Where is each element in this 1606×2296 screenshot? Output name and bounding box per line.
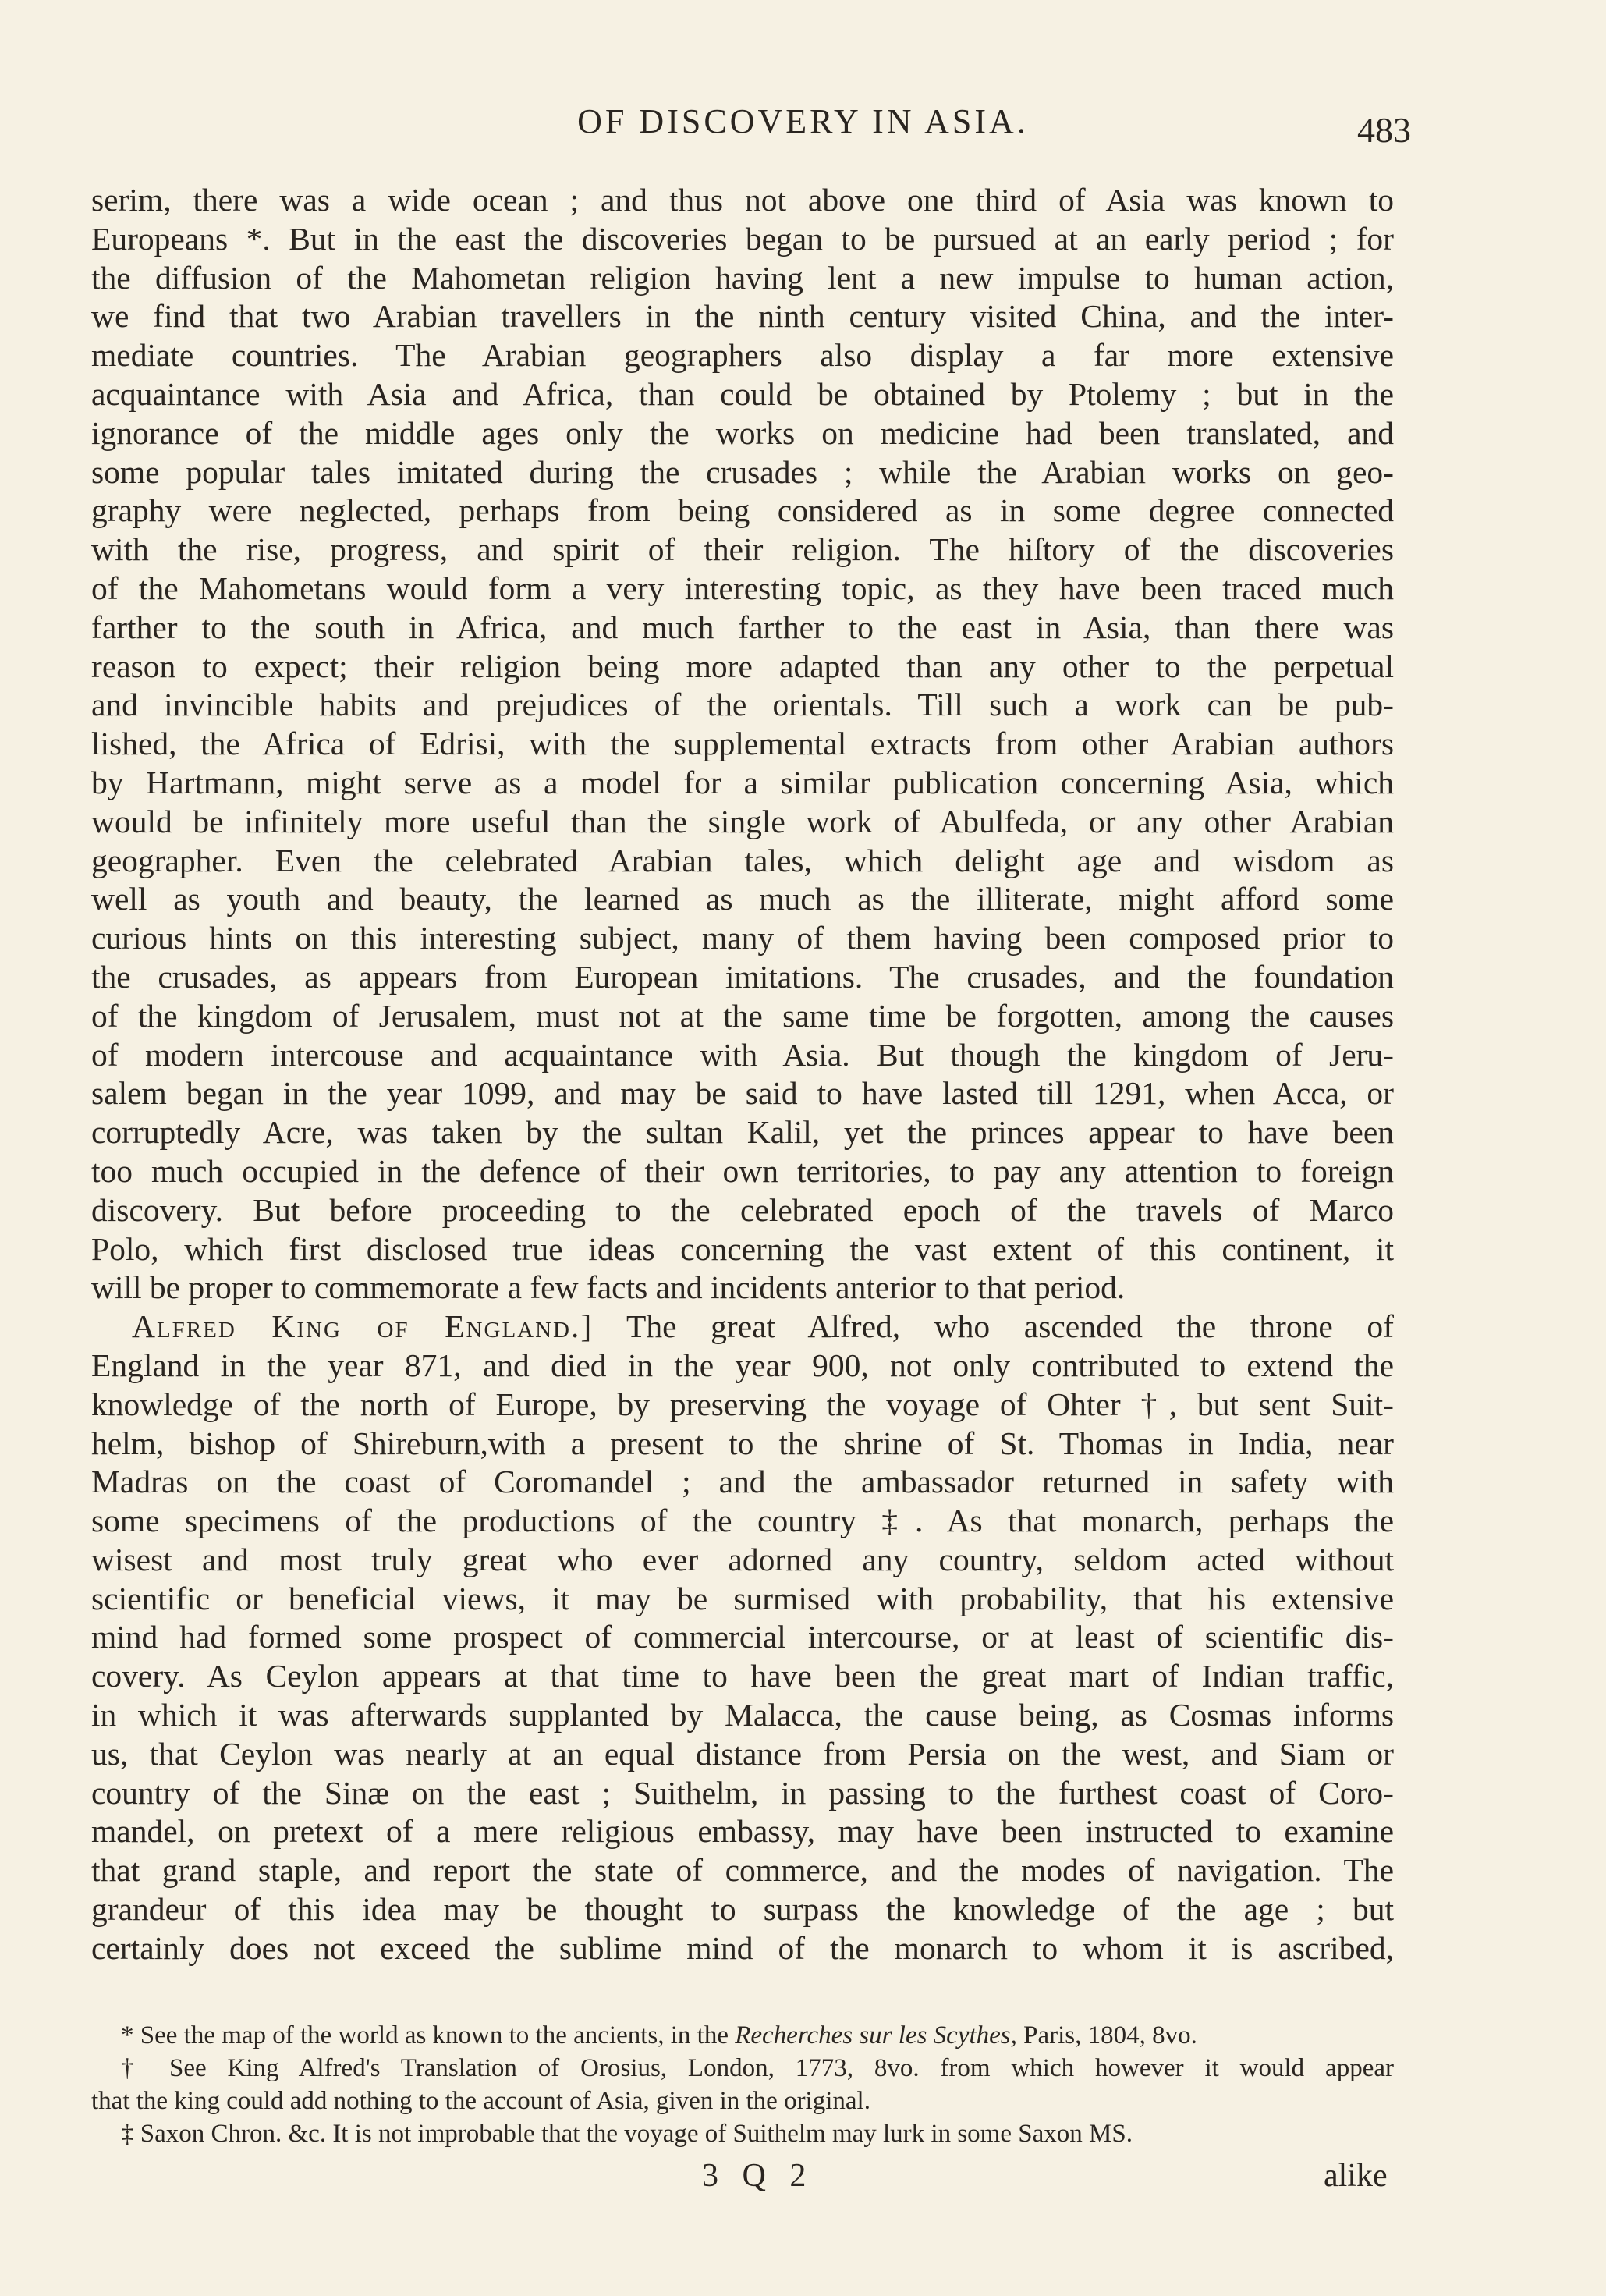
footnote-1-text: * See the map of the world as known to the ancients, in the [121, 2021, 729, 2049]
text-line: lished, the Africa of Edrisi, with the supplemental extracts from other Arabian authors [91, 726, 1394, 762]
text-line: we find that two Arabian travellers in the ninth century visited China, and the inter- [91, 298, 1394, 335]
text-line: too much occupied in the defence of their own territories, to pay any attention to foreign [91, 1152, 1394, 1189]
footnote-2-line-2: that the king could add nothing to the account of Asia, given in the original. [91, 2087, 870, 2115]
text-line: some popular tales imitated during the crusades ; while the Arabian works on geo- [91, 453, 1394, 490]
signature-mark: 3 Q 2 [702, 2158, 814, 2194]
text-line: in which it was afterwards supplanted by Malacca, the cause being, as Cosmas informs [91, 1697, 1394, 1734]
text-line: mandel, on pretext of a mere religious embassy, may have been instructed to examine [91, 1813, 1394, 1850]
text-line: farther to the south in Africa, and much farther to the east in Asia, than there was [91, 609, 1394, 645]
text-line: Europeans *. But in the east the discoveries began to be pursued at an early period ; for [91, 220, 1394, 257]
page-number: 483 [1357, 110, 1411, 150]
footnote-1 [91, 2019, 1394, 2052]
text-line: well as youth and beauty, the learned as much as the illiterate, might afford some [91, 881, 1394, 917]
text-line: scientific or beneficial views, it may be surmised with probability, that his extensive [91, 1580, 1394, 1616]
text-line: salem began in the year 1099, and may be said to have lasted till 1291, when Acca, or [91, 1075, 1394, 1112]
text-line: mediate countries. The Arabian geographers also display a far more extensive [91, 337, 1394, 374]
text-line: the diffusion of the Mahometan religion having lent a new impulse to human action, [91, 259, 1394, 296]
text-line: mind had formed some prospect of commercial intercourse, or at least of scientific dis- [91, 1619, 1394, 1655]
catchword: alike [1324, 2158, 1388, 2194]
text-line: wisest and most truly great who ever adorned any country, seldom acted without [91, 1541, 1394, 1577]
text-line: serim, there was a wide ocean ; and thus not above one third of Asia was known to [91, 182, 1394, 218]
text-line: with the rise, progress, and spirit of their religion. The hiſtory of the discoveries [91, 531, 1394, 568]
text-line: Madras on the coast of Coromandel ; and the ambassador returned in safety with [91, 1464, 1394, 1500]
text-line: of the kingdom of Jerusalem, must not at the same time be forgotten, among the causes [91, 997, 1394, 1034]
text-line: acquaintance with Asia and Africa, than could be obtained by Ptolemy ; but in the [91, 375, 1394, 412]
text-line: discovery. But before proceeding to the celebrated epoch of the travels of Marco [91, 1191, 1394, 1228]
text-line: and invincible habits and prejudices of the orientals. Till such a work can be pub- [91, 687, 1394, 723]
text-line: helm, bishop of Shireburn,with a present to the shrine of St. Thomas in India, near [91, 1425, 1394, 1461]
text-line: certainly does not exceed the sublime mind of the monarch to whom it is ascribed, [91, 1929, 1394, 1966]
text-line: grandeur of this idea may be thought to surpass the knowledge of the age ; but [91, 1891, 1394, 1928]
text-line: graphy were neglected, perhaps from being considered as in some degree connected [91, 492, 1394, 529]
text-line: corruptedly Acre, was taken by the sultan Kalil, yet the princes appear to have been [91, 1114, 1394, 1151]
text-line: of the Mahometans would form a very interesting topic, as they have been traced much [91, 570, 1394, 606]
running-title: OF DISCOVERY IN ASIA. [577, 102, 1029, 140]
text-line: that grand staple, and report the state of commerce, and the modes of navigation. The [91, 1852, 1394, 1889]
text-line: Polo, which first disclosed true ideas concerning the vast extent of this continent, it [91, 1230, 1394, 1267]
text-line: curious hints on this interesting subject, many of them having been composed prior to [91, 920, 1394, 956]
footnote-2-line-1: † See King Alfred's Translation of Orosius, London, 1773, 8vo. from which however it would appear [121, 2054, 1394, 2082]
body-text [91, 181, 1394, 1968]
footnote-1-title: Recherches sur les Scythes, [735, 2021, 1017, 2049]
section-opening-line [91, 1308, 1394, 1347]
section-first-line-text: The great Alfred, who ascended the throne of [626, 1308, 1394, 1345]
text-line: reason to expect; their religion being more adapted than any other to the perpetual [91, 648, 1394, 684]
text-line: of modern intercouse and acquaintance with Asia. But though the kingdom of Jeru- [91, 1036, 1394, 1073]
text-line: knowledge of the north of Europe, by preserving the voyage of Ohter †, but sent Suit- [91, 1386, 1394, 1422]
text-line: geographer. Even the celebrated Arabian tales, which delight age and wisdom as [91, 842, 1394, 878]
text-line: England in the year 871, and died in the year 900, not only contributed to extend the [91, 1347, 1394, 1383]
text-line: would be infinitely more useful than the single work of Abulfeda, or any other Arabian [91, 803, 1394, 839]
footnote-1-imprint: Paris, 1804, 8vo. [1023, 2021, 1197, 2049]
footnotes [91, 2019, 1394, 2150]
text-line: covery. As Ceylon appears at that time to have been the great mart of Indian traffic, [91, 1658, 1394, 1694]
text-line: some specimens of the productions of the country ‡. As that monarch, perhaps the [91, 1503, 1394, 1539]
text-line: us, that Ceylon was nearly at an equal distance from Persia on the west, and Siam or [91, 1735, 1394, 1772]
text-line: the crusades, as appears from European imitations. The crusades, and the foundation [91, 958, 1394, 995]
text-line: ignorance of the middle ages only the works on medicine had been translated, and [91, 414, 1394, 451]
text-line: country of the Sinæ on the east ; Suithelm, in passing to the furthest coast of Coro- [91, 1774, 1394, 1811]
text-line: by Hartmann, might serve as a model for a similar publication concerning Asia, which [91, 764, 1394, 800]
footnote-3: ‡ Saxon Chron. &c. It is not improbable that the voyage of Suithelm may lurk in some Saxon MS. [121, 2120, 1133, 2148]
section-heading: Alfred King of England.] [132, 1308, 594, 1345]
text-line: will be proper to commemorate a few facts and incidents anterior to that period. [91, 1269, 1126, 1306]
